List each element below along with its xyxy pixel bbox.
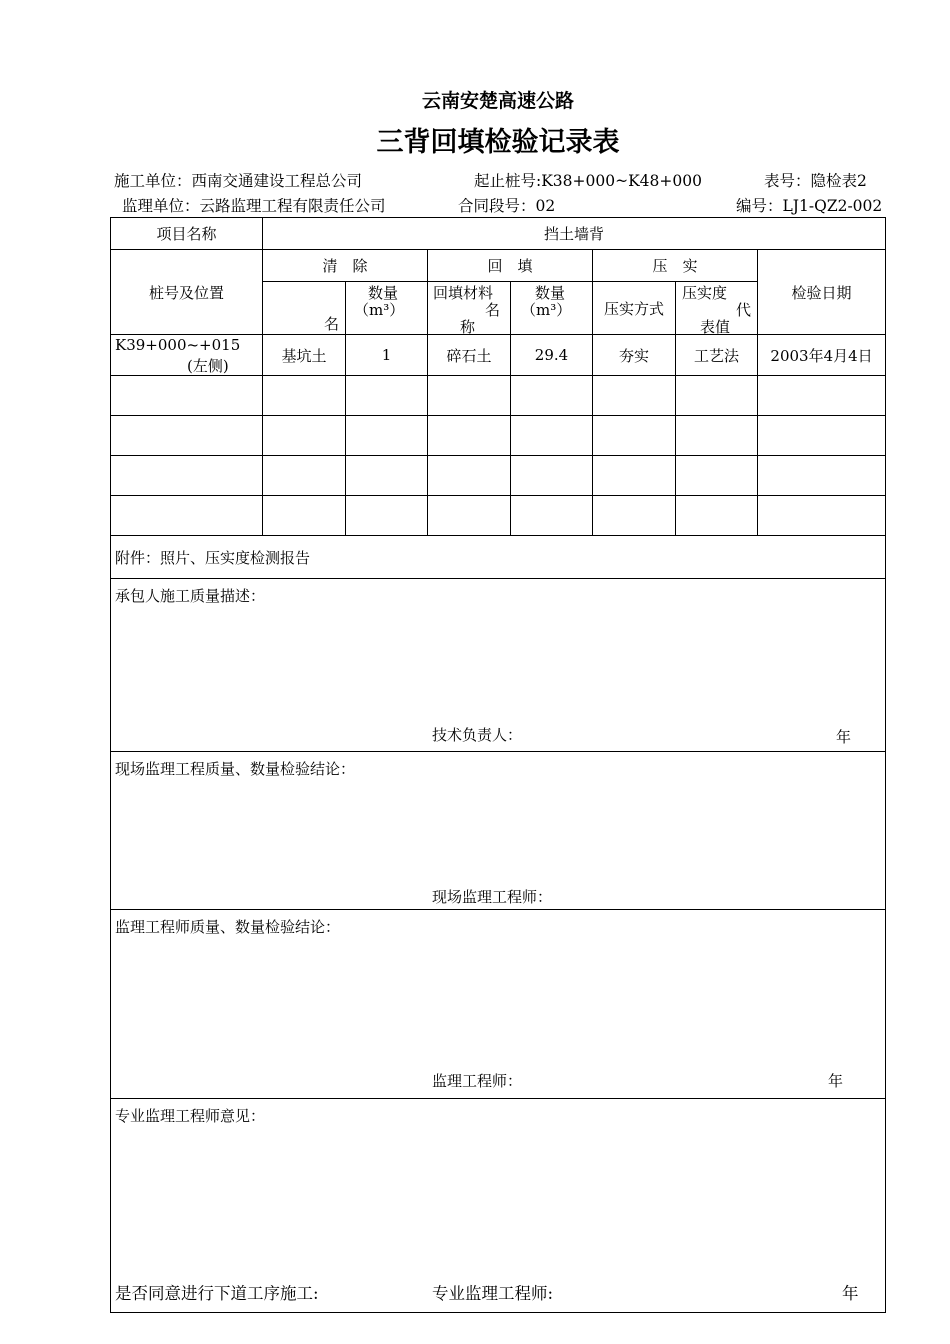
project-name-label: 项目名称 — [111, 218, 263, 250]
serial-number: 编号：LJ1-QZ2-002 — [736, 197, 883, 215]
method-header: 压实方式 — [593, 282, 676, 335]
construction-unit: 施工单位：西南交通建设工程总公司 — [114, 172, 363, 190]
contractor-signer: 技术负责人： — [432, 726, 523, 744]
contractor-label: 承包人施工质量描述： — [115, 587, 266, 605]
row1-method: 夯实 — [593, 335, 676, 376]
fill-qty-line1: 数量 — [535, 284, 566, 302]
contractor-year: 年 — [836, 728, 852, 746]
group-clear: 清 除 — [263, 250, 428, 282]
degree-line2: 代 — [735, 301, 751, 319]
clear-name-text: 名 — [323, 315, 339, 333]
row1-stake-line1: K39+000~+015 — [115, 336, 241, 354]
page-title: 三背回填检验记录表 — [376, 127, 620, 158]
clear-qty-header — [346, 282, 428, 335]
material-header — [428, 282, 511, 335]
row1-date: 2003年4月4日 — [758, 335, 886, 376]
form-number: 表号：隐检表2 — [764, 172, 867, 190]
row1-material: 碎石土 — [428, 335, 511, 376]
clear-name-header — [263, 282, 346, 335]
site-supervision-signer: 现场监理工程师： — [432, 888, 553, 906]
row1-fill-qty: 29.4 — [511, 335, 593, 376]
row1-clear-qty: 1 — [346, 335, 428, 376]
stake-range: 起止桩号:K38+000~K48+000 — [474, 172, 702, 190]
fill-qty-header — [511, 282, 593, 335]
supervision-engineer-label: 监理工程师质量、数量检验结论： — [115, 918, 341, 936]
specialist-section — [111, 1099, 886, 1313]
supervision-engineer-year: 年 — [828, 1072, 844, 1090]
inspection-table — [110, 217, 886, 1313]
specialist-year: 年 — [842, 1284, 859, 1303]
specialist-label: 专业监理工程师意见： — [115, 1107, 266, 1125]
site-supervision-section — [111, 752, 886, 910]
group-backfill: 回 填 — [428, 250, 593, 282]
project-name-value: 挡土墙背 — [263, 218, 886, 250]
material-line3: 称 — [460, 318, 476, 336]
row1-degree: 工艺法 — [676, 335, 758, 376]
clear-qty-line2: （m³） — [354, 301, 405, 319]
specialist-signer: 专业监理工程师: — [432, 1284, 554, 1303]
table-row — [111, 335, 886, 376]
material-line1: 回填材料 — [433, 284, 494, 302]
group-compact: 压 实 — [593, 250, 758, 282]
fill-qty-line2: （m³） — [521, 301, 572, 319]
supervision-unit: 监理单位：云路监理工程有限责任公司 — [122, 197, 386, 215]
row1-stake — [111, 335, 263, 376]
specialist-question: 是否同意进行下道工序施工: — [115, 1284, 319, 1303]
site-supervision-label: 现场监理工程质量、数量检验结论： — [115, 760, 356, 778]
attachment-row — [111, 536, 886, 579]
stake-position-label: 桩号及位置 — [111, 250, 263, 335]
supervision-engineer-signer: 监理工程师： — [432, 1072, 523, 1090]
table-row — [111, 456, 886, 496]
degree-header — [676, 282, 758, 335]
clear-qty-line1: 数量 — [368, 284, 399, 302]
material-line2: 名 — [484, 301, 500, 319]
table-row — [111, 496, 886, 536]
contractor-section — [111, 579, 886, 752]
degree-line3: 表值 — [700, 318, 731, 336]
row1-stake-line2: (左侧) — [187, 357, 229, 375]
contract-section: 合同段号：02 — [458, 197, 556, 215]
inspection-date-label: 检验日期 — [758, 250, 886, 335]
row1-clear-name: 基坑土 — [263, 335, 346, 376]
supervision-engineer-section — [111, 910, 886, 1099]
table-row — [111, 416, 886, 456]
degree-line1: 压实度 — [682, 284, 728, 302]
attachment-text: 附件：照片、压实度检测报告 — [115, 548, 311, 567]
org-title: 云南安楚高速公路 — [421, 90, 574, 112]
table-row — [111, 376, 886, 416]
